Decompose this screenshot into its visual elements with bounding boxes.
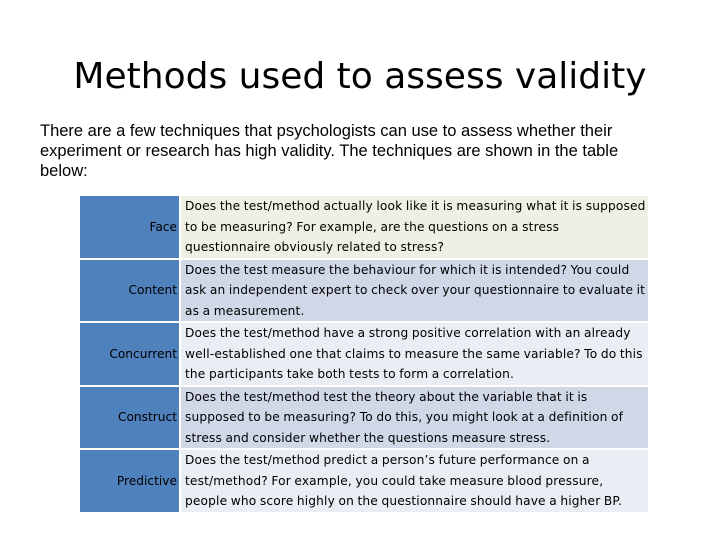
validity-methods-table [80, 196, 648, 514]
method-term-predictive: Predictive [80, 450, 181, 514]
table-row [80, 387, 648, 451]
method-term-construct: Construct [80, 387, 181, 451]
intro-paragraph: There are a few techniques that psychologists can use to assess whether their experiment or research has high validity. The techniques are shown in the table below: [40, 122, 619, 180]
method-description-predictive: Does the test/method predict a person’s future performance on a test/method? For example, you could take measure blood pressure, people who score highly on the questionnaire should have a higher BP. [181, 450, 648, 514]
method-description-concurrent: Does the test/method have a strong positive correlation with an already well-established one that claims to measure the same variable? To do this the participants take both tests to form a correlation. [181, 323, 648, 387]
table-row [80, 450, 648, 514]
table-row [80, 260, 648, 324]
method-description-content: Does the test measure the behaviour for which it is intended? You could ask an independent expert to check over your questionnaire to evaluate it as a measurement. [181, 260, 648, 324]
method-term-content: Content [80, 260, 181, 324]
method-term-face: Face [80, 196, 181, 260]
table-row [80, 323, 648, 387]
method-description-face: Does the test/method actually look like it is measuring what it is supposed to be measuring? For example, are the questions on a stress questionnaire obviously related to stress? [181, 196, 648, 260]
method-term-concurrent: Concurrent [80, 323, 181, 387]
method-description-construct: Does the test/method test the theory about the variable that it is supposed to be measuring? To do this, you might look at a definition of stress and consider whether the questions measure stress. [181, 387, 648, 451]
table-row [80, 196, 648, 260]
slide-title: Methods used to assess validity [73, 56, 647, 97]
